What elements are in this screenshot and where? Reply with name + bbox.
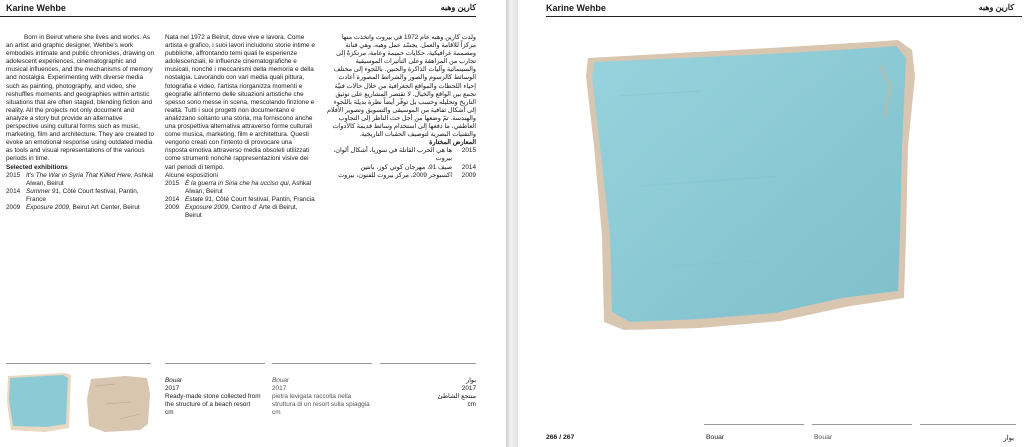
exhibition-row	[165, 196, 315, 204]
caption-arabic	[380, 377, 476, 409]
caption-english-year: 2017	[165, 385, 180, 392]
footer-caption-arabic: بوار	[1003, 435, 1014, 442]
exhibition-venue: , Côté Court festival, Pantin, Francia	[212, 195, 315, 203]
arabic-column	[325, 34, 476, 180]
right-page	[518, 0, 1024, 447]
caption-italian	[272, 377, 372, 417]
caption-arabic-year: 2017	[461, 385, 476, 392]
caption-italian-title: Bouar	[272, 377, 290, 384]
exhibition-title: Exposure 2009	[26, 203, 69, 211]
exhibition-entry	[26, 188, 156, 204]
bio-english: Born in Beirut where she lives and works. As an artist and graphic designer, Wehbe's work embodies intimate and public chronicles, drawing on adolescent experiences, cinematographic and musical influences, and the mechanisms of memory and nostalgia. Experimenting with diverse media such as painting, photography, and video, she reshuffles moments and geographies within artistic situations that are often staged, blending fiction and reality. All the projects not only document and analyze a story but provide an alternative perspective using cultural forms such as music, marketing, film and architecture. They are created to evoke an emotional response using outdated media as tools and visual representations of the various periods in time.	[6, 34, 155, 163]
exhibition-entry	[26, 204, 156, 212]
caption-rule-4	[380, 363, 476, 364]
exhibition-year: 2015	[6, 171, 21, 179]
exhibition-row	[325, 147, 476, 163]
exhibition-row	[6, 188, 156, 204]
exhibition-row	[325, 172, 476, 180]
caption-italian-year: 2017	[272, 385, 287, 392]
exhibition-title: Summer 91	[26, 187, 60, 195]
exhibitions-arabic-list	[325, 147, 476, 179]
exhibition-row	[6, 172, 156, 188]
exhibitions-italian-title: Alcune esposizioni	[165, 171, 218, 179]
caption-rule-2	[165, 363, 265, 364]
exhibition-entry: ها هي الحرب القاتلة في سوريا، أشكال ألوان، بيروت	[333, 147, 452, 163]
exhibition-venue: , Ashkal Alwan, Beirut	[26, 171, 154, 187]
exhibition-year: 2014	[6, 187, 21, 195]
exhibition-year: 2015	[461, 147, 476, 155]
footer-rule-1	[704, 424, 804, 425]
left-page	[0, 0, 506, 447]
exhibition-title: Estate 91	[185, 195, 213, 203]
footer-rule-3	[920, 424, 1016, 425]
exhibition-row	[6, 204, 156, 212]
caption-english-title: Bouar	[165, 377, 183, 384]
header-rule	[0, 16, 476, 17]
exhibition-entry	[185, 204, 315, 220]
exhibition-row	[325, 164, 476, 172]
exhibition-entry	[185, 180, 315, 196]
bio-italian: Nata nel 1972 a Beirut, dove vive e lavora. Come artista e grafico, i suoi lavori includono storie intime e pubbliche, affrontando temi quali le esperienze adolescenziali, le influenze cinematografiche e musicali, nonché i meccanismi della memoria e della nostalgia. Lavorando con vari media quali pittura, fotografia e video, l'artista riorganizza momenti e geografie all'interno delle situazioni artistiche che spesso sono messe in scena, mescolando finzione e realtà. Tutti i suoi progetti non documentano e analizzano soltanto una storia, ma forniscono anche una prospettiva alternativa attraverso forme culturali come musica, marketing, film e architettura. Questi vengono creati con l'intento di provocare una risposta emotiva attraverso media obsoleti utilizzati come strumenti nonché rappresentazioni visive dei vari periodi di tempo.	[165, 34, 315, 171]
caption-italian-desc: pietra levigata raccolta nella struttura di un resort sulla spiaggia	[272, 393, 370, 408]
thumbnail-blue-surface	[9, 375, 68, 427]
artist-name-header: Karine Wehbe	[6, 3, 66, 13]
exhibition-title: Exposure 2009	[185, 203, 228, 211]
exhibition-venue: , Centro d' Arte di Beirut, Beirut	[185, 203, 298, 220]
exhibition-row	[165, 204, 315, 220]
italian-column	[165, 34, 315, 220]
header-rule-right	[546, 16, 1022, 17]
caption-rule-1	[6, 363, 151, 364]
exhibition-row	[165, 180, 315, 196]
exhibition-venue: , Ashkal Alwan, Beirut	[185, 179, 312, 195]
exhibition-year: 2009	[165, 203, 180, 211]
exhibitions-english-list	[6, 172, 156, 212]
artwork-image-bouar	[580, 36, 960, 341]
footer-rule-2	[812, 424, 912, 425]
artwork-thumbnail-tile	[5, 372, 77, 434]
artwork-thumbnail-stone	[85, 374, 155, 434]
exhibition-year: 2009	[461, 171, 476, 179]
page-numbers: 266 / 267	[546, 434, 575, 441]
exhibition-year: 2014	[461, 163, 476, 171]
exhibition-year: 2014	[165, 195, 180, 203]
artist-name-arabic-header: كارين وهبه	[440, 3, 476, 12]
artist-name-header-right: Karine Wehbe	[546, 3, 606, 13]
english-column	[6, 34, 156, 212]
exhibitions-english-title: Selected exhibitions	[6, 163, 68, 171]
exhibition-entry	[26, 172, 156, 188]
caption-english-desc: Ready-made stone collected from the structure of a beach resort	[165, 393, 261, 408]
footer-caption-english: Bouar	[706, 434, 725, 441]
caption-arabic-title: بوار	[466, 377, 476, 384]
artist-name-arabic-header-right: كارين وهبه	[978, 3, 1014, 12]
exhibitions-arabic-title: المعارض المختارة	[429, 139, 476, 147]
exhibition-entry	[185, 196, 315, 204]
caption-italian-dims: cm	[272, 409, 281, 416]
exhibition-venue: , Côté Court festival, Pantin, France	[26, 187, 139, 203]
exhibition-entry: صيف 91، مهرجان كوتي كور، بانتين	[360, 163, 452, 171]
caption-english-dims: cm	[165, 409, 174, 416]
book-gutter	[506, 0, 518, 447]
caption-arabic-desc: منتجع الشاطئ	[437, 393, 476, 400]
footer-caption-italian: Bouar	[814, 434, 833, 441]
caption-english	[165, 377, 265, 417]
exhibition-year: 2009	[6, 203, 21, 211]
exhibition-title: È la guerra in Siria che ha ucciso qui	[185, 179, 289, 187]
caption-rule-3	[272, 363, 372, 364]
exhibition-title: It's The War in Syria That Killed Here	[26, 171, 131, 179]
artwork-blue-surface	[592, 46, 906, 322]
bio-arabic: ولدت كارين وهبه عام 1972 في بيروت واتخذت منها مركزاً للاقامة والعمل. يجسّد عمل وهبه، وهي فنانة ومصممة غرافيكية، حكايات حميمة وعامة، مرتكزةً إلى تجارب من المراهقة وعلى التأثيرات الموسيقية والسينمائية وآليات الذاكرة والحنين. باللجوء إلى مختلف الوسائط كالرسوم والصور والشرائط المصورة أعادت إحياء اللحظات والمواقع الجغرافية من خلال حالات فنيّة تجمع بين الواقع والخيال. لا تقتصر المشاريع على توثيق التاريخ وتحليله وحسب بل توفّر أيضاً نظرة بديلة باللجوء إلى أشكال ثقافية من الموسيقى والتسويق وتصوير الأفلام والهندسة. تمّ وضعها من أجل حث الناظر إلى التجاوب العاطفي، ما دفعها إلى استخدام وسائط قديمة كالأدوات والتقنيات البصرية لتوصيف الحقبات التاريخية.	[326, 34, 476, 139]
exhibition-year: 2015	[165, 179, 180, 187]
caption-arabic-dims: cm	[467, 401, 476, 408]
exhibition-venue: , Beirut Art Center, Beirut	[69, 203, 140, 211]
exhibitions-italian-list	[165, 180, 315, 220]
exhibition-entry: اكسبوجر 2009، مركز بيروت للفنون، بيروت	[338, 171, 452, 179]
